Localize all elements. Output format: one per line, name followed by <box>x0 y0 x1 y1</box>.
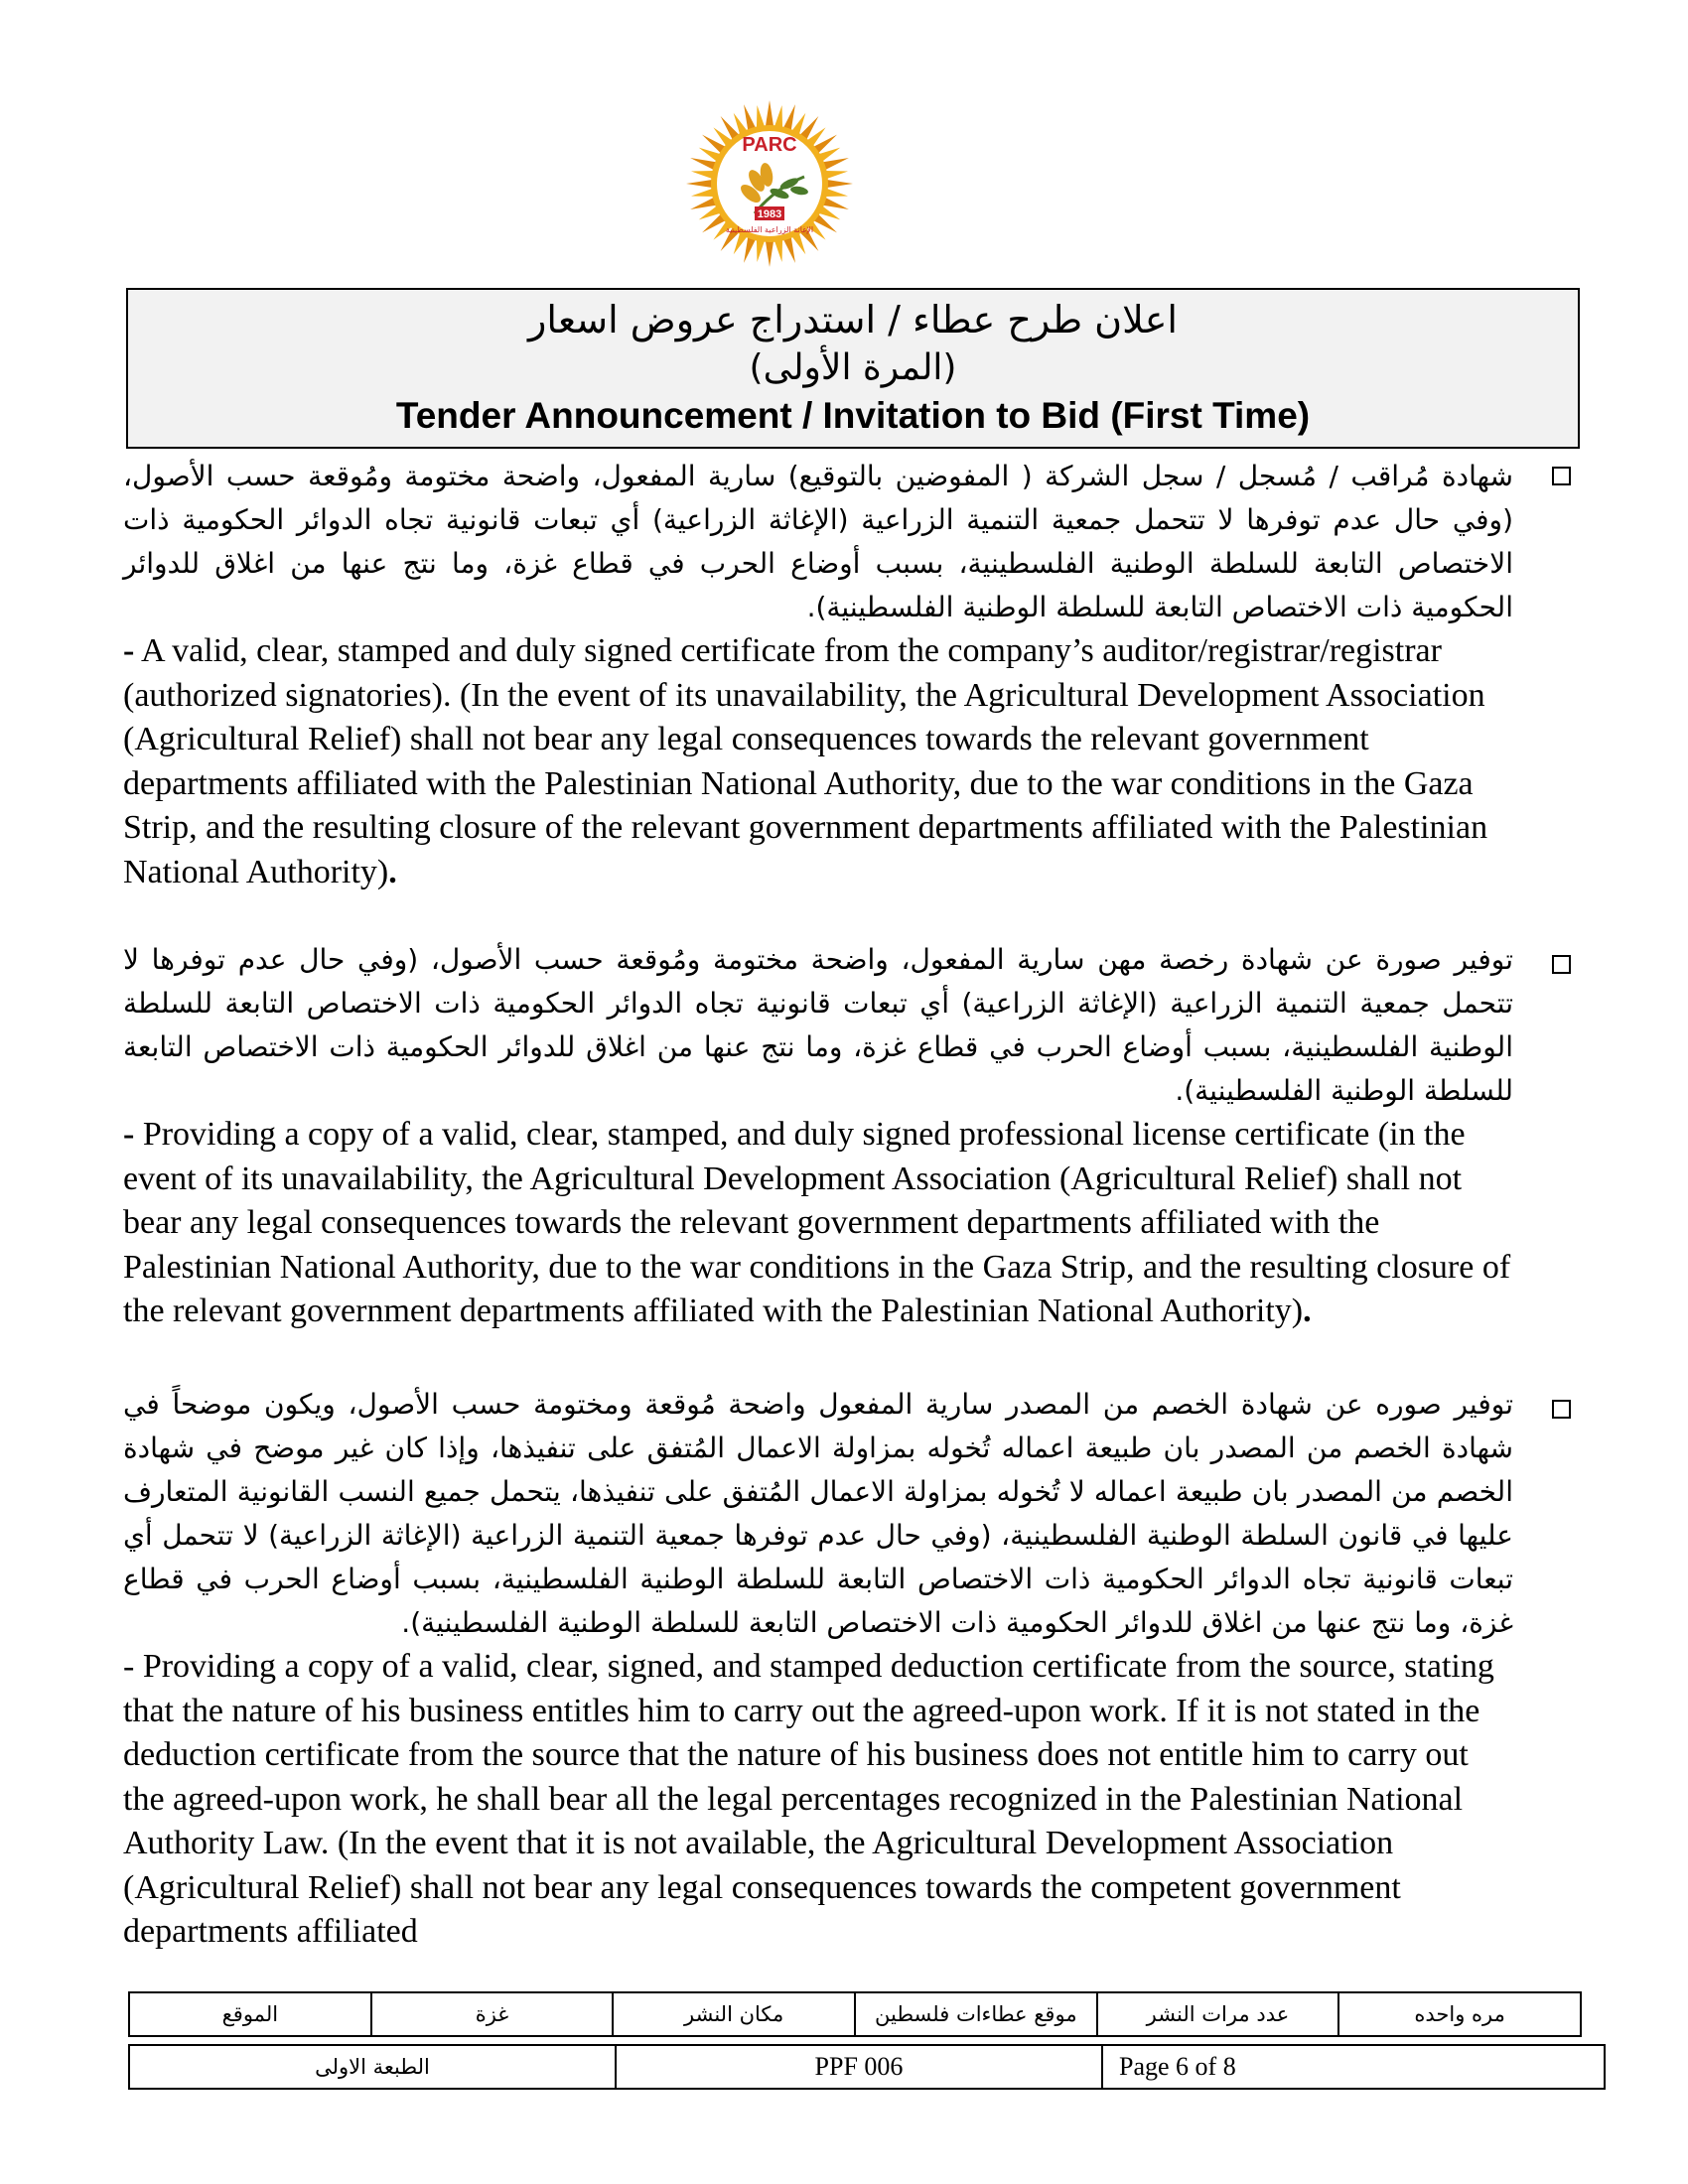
sun-ray <box>744 104 756 130</box>
header-subtitle-arabic: (المرة الأولى) <box>749 347 957 388</box>
sun-ray <box>826 171 849 179</box>
logo-arabic-name: الإغاثة الزراعية الفلسطينية <box>725 225 814 234</box>
header-title-english: Tender Announcement / Invitation to Bid (First Time) <box>395 395 1311 436</box>
item-3-english: - Providing a copy of a valid, clear, signed, and stamped deduction certificate from the source, stating that the nature of his business entitles him to carry out the agreed-upon work. If it is not stated in the deduction certificate from the source that the nature of his business does not entitle him to carry out the agreed-upon work, he shall bear all the legal percentages recognized in the Palestinian National Authority Law. (In the event that it is not available, the Agricultural Development Association (Agricultural Relief) shall not bear any legal consequences towards the competent government departments affiliated <box>123 1648 1494 1950</box>
footer-cell-place: موقع عطاءات فلسطين <box>855 1992 1097 2036</box>
item-1-english <box>123 629 1513 894</box>
sun-ray <box>744 237 756 263</box>
sun-ray <box>757 240 765 263</box>
footer-cell-location-label: الموقع <box>129 1992 371 2036</box>
header-title-arabic: اعلان طرح عطاء / استدراج عروض اسعار <box>528 298 1178 341</box>
sun-ray <box>691 171 714 179</box>
sun-ray <box>686 180 712 188</box>
checkbox-item-3[interactable] <box>1552 1400 1571 1419</box>
sun-ray <box>783 104 795 130</box>
item-1-end: . <box>388 853 397 890</box>
sun-ray <box>827 180 853 188</box>
footer-publication-table <box>128 1991 1582 2037</box>
requirement-item-1 <box>123 455 1513 894</box>
logo-year: 1983 <box>757 208 782 220</box>
sun-ray <box>774 240 782 263</box>
requirement-item-2 <box>123 938 1513 1334</box>
checkbox-item-2[interactable] <box>1552 955 1571 974</box>
item-2-end: . <box>1303 1293 1312 1329</box>
footer-page-number: Page 6 of 8 <box>1102 2045 1605 2089</box>
sun-ray <box>783 237 795 263</box>
parc-logo <box>685 99 854 268</box>
sun-ray <box>823 158 849 170</box>
footer-page-table <box>128 2044 1606 2090</box>
sun-ray <box>690 198 716 209</box>
sun-ray <box>691 189 714 197</box>
item-2-arabic: توفير صورة عن شهادة رخصة مهن سارية المفعول، واضحة مختومة ومُوقعة حسب الأصول، (وفي حال عدم توفرها لا تتحمل جمعية التنمية الزراعية (الإغاثة الزراعية) أي تبعات قانونية تجاه الدوائر الحكومية ذات الاختصاص التابعة للسلطة الوطنية الفلسطينية، بسبب أوضاع الحرب في قطاع غزة، وما نتج عنها من اغلاق للدوائر الحكومية ذات الاختصاص التابعة للسلطة الوطنية الفلسطينية). <box>123 943 1513 1107</box>
sun-ray <box>757 105 765 128</box>
footer-cell-place-label: مكان النشر <box>613 1992 855 2036</box>
checkbox-item-1[interactable] <box>1552 467 1571 485</box>
footer-cell-location: غزة <box>371 1992 614 2036</box>
item-2-english <box>123 1113 1513 1334</box>
sun-ray <box>766 100 774 126</box>
item-1-english-text: A valid, clear, stamped and duly signed certificate from the company’s auditor/registrar/registrar (authorized signatories). (In the event of its unavailability, the Agricultural Development Association (Agricultural Relief) shall not bear any legal consequences towards the relevant government departments affiliated with the Palestinian National Authority, due to the war conditions in the Gaza Strip, and the resulting closure of the relevant government departments affiliated with the Palestinian National Authority) <box>123 632 1488 890</box>
item-2-english-text: Providing a copy of a valid, clear, stamped, and duly signed professional license certificate (in the event of its unavailability, the Agricultural Development Association (Agricultural Relief) shall not bear any legal consequences towards the relevant government departments affiliated with the Palestinian National Authority, due to the war conditions in the Gaza Strip, and the resulting closure of the relevant government departments affiliated with the Palestinian National Authority) <box>123 1116 1511 1329</box>
requirement-item-3 <box>123 1383 1513 1955</box>
sun-ray <box>826 189 849 197</box>
logo-acronym: PARC <box>742 134 797 156</box>
announcement-header <box>126 288 1580 449</box>
sun-ray <box>823 198 849 209</box>
footer-edition: الطبعة الاولى <box>129 2045 616 2089</box>
sun-ray <box>774 105 782 128</box>
sun-ray <box>766 241 774 267</box>
item-2-dash: - <box>123 1116 135 1153</box>
sun-ray <box>690 158 716 170</box>
item-1-arabic: شهادة مُراقب / مُسجل / سجل الشركة ( المفوضين بالتوقيع) سارية المفعول، واضحة مختومة ومُوقعة حسب الأصول، (وفي حال عدم توفرها لا تتحمل جمعية التنمية الزراعية (الإغاثة الزراعية) أي تبعات قانونية تجاه الدوائر الحكومية ذات الاختصاص التابعة للسلطة الوطنية الفلسطينية، بسبب أوضاع الحرب في قطاع غزة، وما نتج عنها من اغلاق للدوائر الحكومية ذات الاختصاص التابعة للسلطة الوطنية الفلسطينية). <box>123 460 1513 623</box>
footer-form-code: PPF 006 <box>616 2045 1102 2089</box>
item-1-dash: - <box>123 632 135 669</box>
item-3-arabic: توفير صوره عن شهادة الخصم من المصدر سارية المفعول واضحة مُوقعة ومختومة حسب الأصول، ويكون موضحاً في شهادة الخصم من المصدر بان طبيعة اعماله تُخوله بمزاولة الاعمال المُتفق على تنفيذها، وإذا كان غير موضح في شهادة الخصم من المصدر بان طبيعة اعماله لا تُخوله بمزاولة الاعمال المُتفق على تنفيذها، يتحمل جميع النسب القانونية المتعارف عليها في قانون السلطة الوطنية الفلسطينية، (وفي حال عدم توفرها جمعية التنمية الزراعية (الإغاثة الزراعية) لا تتحمل أي تبعات قانونية تجاه الدوائر الحكومية ذات الاختصاص التابعة للسلطة الوطنية الفلسطينية، بسبب أوضاع الحرب في قطاع غزة، وما نتج عنها من اغلاق للدوائر الحكومية ذات الاختصاص التابعة للسلطة الوطنية الفلسطينية). <box>123 1388 1513 1639</box>
footer-cell-count-label: عدد مرات النشر <box>1097 1992 1339 2036</box>
footer-cell-count: مره واحده <box>1338 1992 1581 2036</box>
